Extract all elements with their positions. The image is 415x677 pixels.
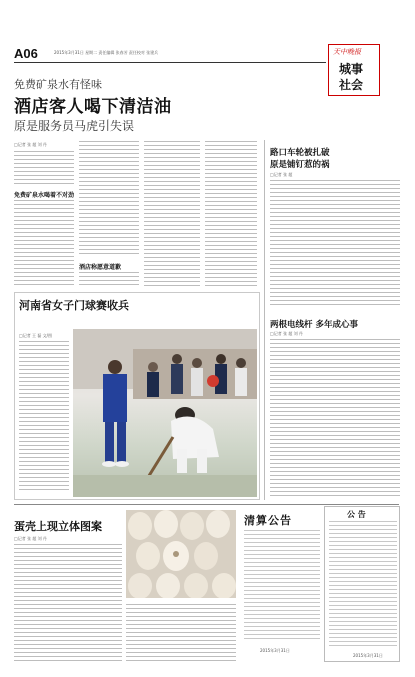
story3-body xyxy=(270,339,400,497)
egg-photo xyxy=(126,510,236,598)
section-title-2: 社会 xyxy=(339,78,364,92)
section-badge xyxy=(328,44,380,96)
main-subheading-1: 免费矿泉水喝着不对劲 xyxy=(14,192,75,199)
tennis-headline: 河南省女子门球赛收兵 xyxy=(19,299,129,312)
main-headline: 酒店客人喝下清洁油 xyxy=(14,97,172,117)
notice2-body xyxy=(329,521,397,649)
egg-body-col1 xyxy=(14,544,122,664)
egg-body-col2 xyxy=(126,604,236,664)
tennis-photo-svg xyxy=(73,329,257,497)
header-rule xyxy=(14,62,326,63)
section-title-1: 城事 xyxy=(339,62,364,76)
story2-subhead: 原是铺钉惹的祸 xyxy=(270,160,330,170)
main-body-col2b xyxy=(79,272,139,286)
date-line: 2015年3月31日 星期二 责任编辑 张春芳 责任校对 张建兵 xyxy=(54,50,159,55)
tennis-photo xyxy=(73,329,257,497)
page-number: A06 xyxy=(14,46,38,61)
column-divider xyxy=(264,140,265,500)
notice1-body xyxy=(244,530,320,642)
paper-logo: 天中晚报 xyxy=(333,48,361,56)
bottom-section-rule xyxy=(14,504,399,505)
main-body-col4 xyxy=(205,141,257,286)
main-subhead: 原是服务员马虎引失误 xyxy=(14,119,135,133)
main-subheading-2: 酒店称愿意道歉 xyxy=(79,264,122,271)
tennis-byline: □记者 王 磊 文/图 xyxy=(19,333,52,338)
egg-headline: 蛋壳上现立体图案 xyxy=(14,520,102,533)
tennis-story-box xyxy=(14,292,260,500)
notice2-title: 公 告 xyxy=(347,510,366,519)
main-body-col3 xyxy=(144,141,200,286)
story2-byline: □记者 张 超 xyxy=(270,172,293,177)
notice1-date: 2015年3月31日 xyxy=(260,648,290,653)
egg-byline: □记者 张 超 刘 丹 xyxy=(14,536,47,541)
tennis-body xyxy=(19,341,69,493)
main-body-col2 xyxy=(79,141,139,257)
story3-headline: 两根电线杆 多年成心事 xyxy=(270,320,358,330)
story3-byline: □记者 张 超 刘 丹 xyxy=(270,331,303,336)
notice2-box xyxy=(324,506,400,662)
main-kicker: 免费矿泉水有怪味 xyxy=(14,78,102,91)
main-body-col1b xyxy=(14,200,74,286)
main-byline: □记者 张 超 刘 丹 xyxy=(14,142,47,147)
story2-body xyxy=(270,180,400,308)
notice1-title: 清算公告 xyxy=(244,514,292,527)
notice2-date: 2015年3月31日 xyxy=(353,653,383,658)
egg-photo-svg xyxy=(126,510,236,598)
story2-headline: 路口车轮被扎破 xyxy=(270,148,330,158)
main-body-col1 xyxy=(14,151,74,187)
